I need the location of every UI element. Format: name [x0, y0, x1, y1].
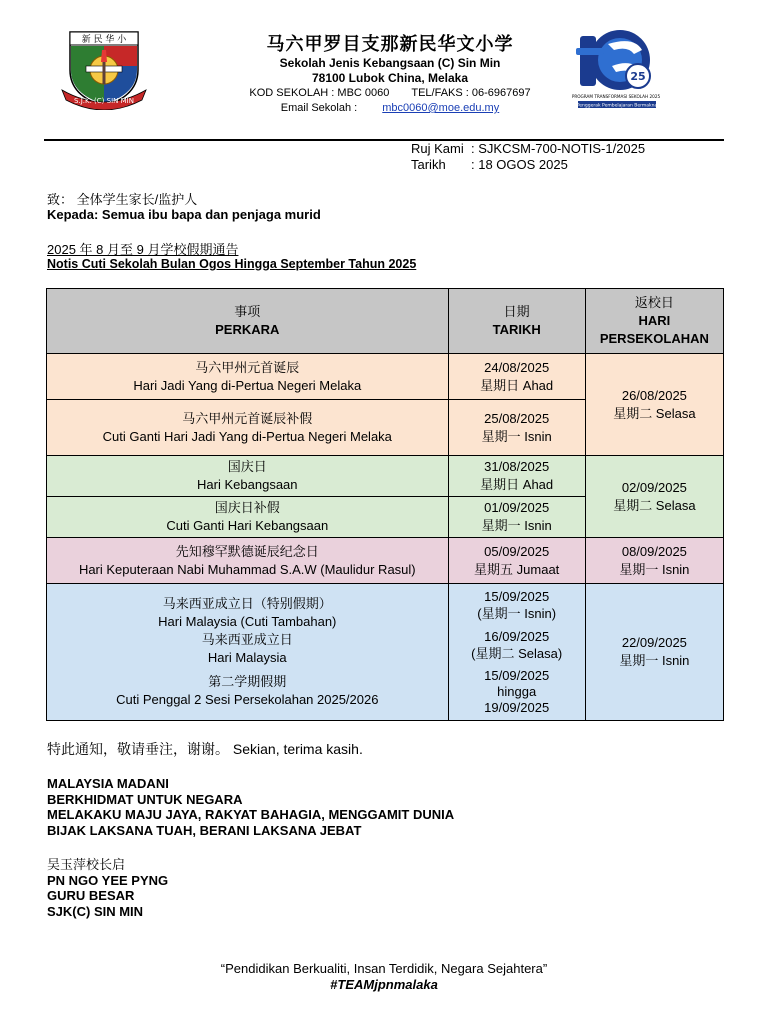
day-value: 星期五 Jumaat	[474, 561, 560, 577]
recipient-malay: Kepada: Semua ibu bapa dan penjaga murid	[47, 207, 321, 222]
header-perkara	[47, 289, 449, 354]
return-cell	[585, 584, 723, 721]
notice-title-chinese: 2025 年 8 月至 9 月学校假期通告	[47, 242, 239, 257]
event-cell	[47, 354, 449, 400]
return-day: 星期二 Selasa	[613, 497, 696, 513]
return-cell	[585, 456, 723, 538]
event-cn: 马来西亚成立日（特别假期）	[162, 596, 332, 611]
date-value: 24/08/2025	[484, 359, 550, 375]
signature-title: GURU BESAR	[47, 888, 135, 903]
table-header-row	[47, 289, 724, 354]
header-hari	[585, 289, 723, 354]
return-date: 02/09/2025	[621, 479, 687, 495]
event-ms: Hari Jadi Yang di-Pertua Negeri Melaka	[133, 377, 362, 393]
event-cn: 国庆日	[227, 459, 267, 474]
footer-hashtag: #TEAMjpnmalaka	[330, 977, 438, 992]
event-cn: 国庆日补假	[214, 500, 280, 515]
event-ms: Hari Keputeraan Nabi Muhammad S.A.W (Maulidur Rasul)	[78, 561, 416, 577]
event-ms: Hari Kebangsaan	[197, 477, 298, 492]
return-day: 星期一 Isnin	[619, 653, 690, 668]
day-value: (星期一 Isnin)	[477, 606, 557, 621]
crest-top-text: 新 民 华 小	[81, 35, 127, 45]
date-value: 25/08/2025	[484, 410, 550, 426]
date-value: 15/09/2025	[484, 668, 550, 683]
day-value: hingga	[497, 684, 537, 699]
return-date: 22/09/2025	[621, 635, 687, 650]
header-tarikh-ms: TARIKH	[492, 322, 541, 337]
event-ms: Hari Malaysia (Cuti Tambahan)	[158, 614, 337, 629]
event-cell	[47, 584, 449, 721]
day-value: 星期日 Ahad	[480, 477, 554, 492]
event-cell	[47, 538, 449, 584]
school-name-malay: Sekolah Jenis Kebangsaan (C) Sin Min	[279, 56, 501, 70]
date-value: 05/09/2025	[484, 543, 550, 559]
table-row	[47, 538, 724, 584]
date-value: 01/09/2025	[484, 500, 550, 515]
return-date: 08/09/2025	[621, 543, 687, 559]
school-email-row	[150, 101, 630, 116]
tarikh-value: : 18 OGOS 2025	[471, 157, 568, 172]
return-day: 星期一 Isnin	[619, 561, 690, 577]
footer-motto: “Pendidikan Berkualiti, Insan Terdidik, Negara Sejahtera”	[220, 961, 548, 976]
return-date: 26/08/2025	[621, 387, 687, 403]
signature-chinese: 吴玉萍校长启	[47, 857, 126, 872]
table-row	[47, 354, 724, 400]
header-perkara-cn: 事项	[234, 304, 261, 319]
event-cell	[47, 456, 449, 497]
header-perkara-ms: PERKARA	[215, 322, 280, 337]
email-link[interactable]: mbc0060@moe.edu.my	[382, 102, 500, 114]
slogan-line: BIJAK LAKSANA TUAH, BERANI LAKSANA JEBAT	[47, 822, 362, 838]
school-heading	[150, 34, 630, 116]
date-cell	[448, 584, 585, 721]
day-value: (星期二 Selasa)	[471, 646, 563, 661]
ruj-value: : SJKCSM-700-NOTIS-1/2025	[471, 141, 646, 156]
date-value: 19/09/2025	[484, 700, 550, 715]
slogan-block	[47, 776, 454, 838]
date-cell	[448, 354, 585, 400]
crest-banner-text: S.J.K. (C) SIN MIN	[74, 97, 134, 105]
header-tarikh	[448, 289, 585, 354]
date-cell	[448, 497, 585, 538]
date-value: 16/09/2025	[484, 629, 550, 644]
date-value: 15/09/2025	[484, 589, 550, 604]
event-cell	[47, 497, 449, 538]
return-day: 星期二 Selasa	[613, 405, 696, 421]
event-cn: 马六甲州元首诞辰	[195, 359, 300, 375]
school-name-chinese: 马六甲罗目支那新民华文小学	[266, 34, 514, 55]
school-tel: TEL/FAKS : 06-6967697	[411, 87, 531, 99]
ruj-label: Ruj Kami	[411, 141, 464, 156]
notice-title-malay: Notis Cuti Sekolah Bulan Ogos Hingga September Tahun 2025	[47, 257, 417, 271]
date-cell	[448, 538, 585, 584]
signature-block	[47, 857, 168, 919]
email-label: Email Sekolah :	[280, 102, 361, 114]
reference-line	[411, 141, 645, 157]
event-cn: 马来西亚成立日	[201, 632, 293, 647]
table-row	[47, 456, 724, 497]
school-crest-logo	[56, 26, 152, 110]
logo-caption-1: PROGRAM TRANSFORMASI SEKOLAH 2025	[572, 94, 660, 99]
closing-line: 特此通知，敬请垂注，谢谢。 Sekian, terima kasih.	[47, 741, 363, 757]
recipient-chinese: 致： 全体学生家长/监护人	[47, 192, 198, 207]
event-cell	[47, 400, 449, 456]
day-value: 星期一 Isnin	[481, 518, 552, 533]
return-cell	[585, 354, 723, 456]
school-contact-row	[150, 86, 630, 101]
return-cell	[585, 538, 723, 584]
signature-school: SJK(C) SIN MIN	[47, 903, 144, 919]
holiday-table	[46, 288, 724, 721]
date-value: 31/08/2025	[484, 459, 550, 474]
header-hari-cn: 返校日	[634, 295, 674, 310]
event-cn: 第二学期假期	[208, 674, 287, 689]
day-value: 星期一 Isnin	[481, 428, 552, 444]
day-value: 星期日 Ahad	[480, 377, 554, 393]
signature-name: PN NGO YEE PYNG	[47, 872, 169, 888]
date-cell	[448, 456, 585, 497]
header-tarikh-cn: 日期	[503, 304, 530, 319]
date-line	[411, 157, 645, 173]
table-row	[47, 584, 724, 721]
logo-caption-2: Penggerak Pembelajaran Bermakna	[576, 103, 658, 109]
event-cn: 先知穆罕默德诞辰纪念日	[175, 543, 319, 559]
school-address: 78100 Lubok China, Melaka	[311, 71, 469, 85]
event-ms: Cuti Ganti Hari Kebangsaan	[166, 518, 329, 533]
date-cell	[448, 400, 585, 456]
event-cn: 马六甲州元首诞辰补假	[182, 410, 313, 426]
school-code: KOD SEKOLAH : MBC 0060	[249, 87, 390, 99]
reference-block	[411, 141, 645, 173]
slogan-line: BERKHIDMAT UNTUK NEGARA	[47, 791, 243, 807]
tarikh-label: Tarikh	[411, 157, 446, 172]
event-ms: Hari Malaysia	[207, 650, 287, 665]
transformation-program-logo	[572, 28, 660, 110]
logo-number: 25	[630, 70, 646, 83]
slogan-line: MALAYSIA MADANI	[47, 776, 169, 791]
footer	[0, 961, 768, 993]
header-hari-ms: HARI PERSEKOLAHAN	[599, 313, 709, 346]
event-ms: Cuti Penggal 2 Sesi Persekolahan 2025/2026	[116, 692, 379, 707]
event-ms: Cuti Ganti Hari Jadi Yang di-Pertua Negeri Melaka	[102, 428, 392, 444]
slogan-line: MELAKAKU MAJU JAYA, RAKYAT BAHAGIA, MENGGAMIT DUNIA	[47, 807, 455, 822]
